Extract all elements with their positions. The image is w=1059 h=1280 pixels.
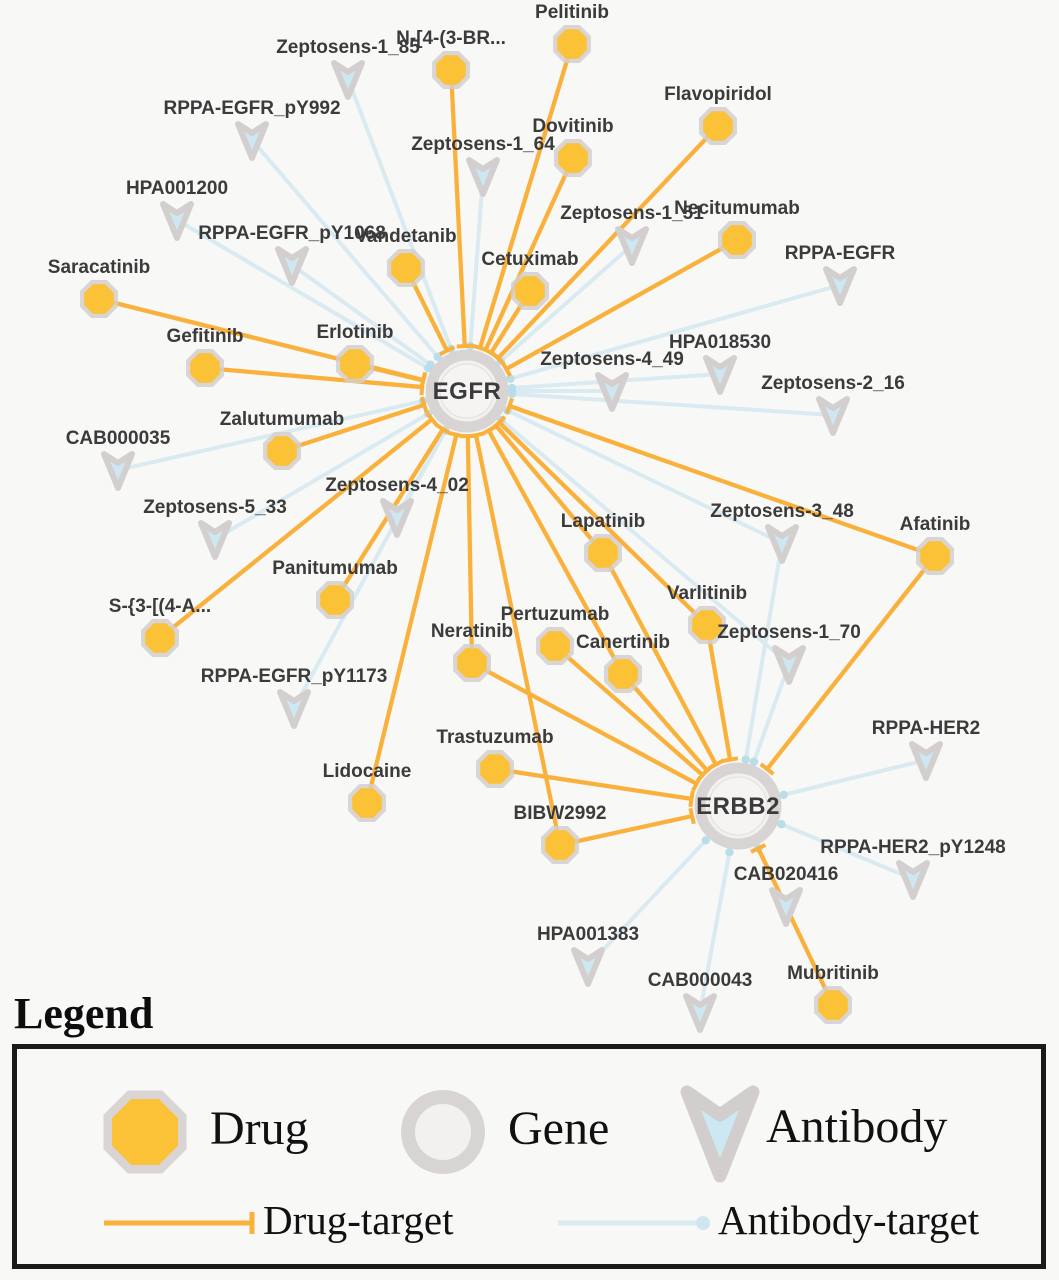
edge-rppa-her2-erbb2 [784,760,926,795]
node-label-saracatinib: Saracatinib [47,257,151,278]
antibody-target-edge-icon [554,1210,716,1236]
node-label-necitumumab: Necitumumab [674,198,800,219]
node-label-rppa-egfr: RPPA-EGFR [784,243,896,264]
edge-n4-3br-egfr [451,70,465,346]
node-panitumumab[interactable] [316,581,354,619]
node-label-pertuzumab: Pertuzumab [500,604,610,625]
node-label-panitumumab: Panitumumab [272,558,398,579]
edge-zeptosens-2-16-egfr [512,394,833,415]
drug-target-edge-icon [100,1210,265,1236]
drug-shape [818,990,848,1020]
node-zeptosens-3-48[interactable] [768,527,796,561]
node-afatinib[interactable] [916,537,954,575]
node-zeptosens-1-51[interactable] [618,229,646,263]
node-cetuximab[interactable] [511,272,549,310]
edge-trastuzumab-erbb2 [495,769,692,799]
node-label-zeptosens-2-16: Zeptosens-2_16 [761,373,905,394]
node-label-rppa-egfr-py992: RPPA-EGFR_pY992 [163,98,341,119]
drug-shape [145,623,175,653]
antibody-shape [706,358,734,392]
drug-shape [340,349,370,379]
node-label-canertinib: Canertinib [576,632,670,653]
node-label-hpa018530: HPA018530 [668,332,772,353]
legend-antibody-label: Antibody [766,1100,948,1153]
node-rppa-egfr[interactable] [826,269,854,303]
node-erbb2[interactable] [696,768,780,844]
antibody-shape [469,160,497,194]
node-label-lapatinib: Lapatinib [560,511,646,532]
node-label-afatinib: Afatinib [899,514,971,535]
edge-hpa001383-erbb2 [588,840,706,966]
node-label-zeptosens-4-02: Zeptosens-4_02 [325,475,469,496]
node-zeptosens-1-64[interactable] [469,160,497,194]
node-zeptosens-5-33[interactable] [201,523,229,557]
node-mubritinib[interactable] [814,986,852,1024]
node-necitumumab[interactable] [718,221,756,259]
node-label-mubritinib: Mubritinib [787,963,879,984]
edge-lapatinib-egfr [496,425,603,553]
node-cab000035[interactable] [104,454,132,488]
node-label-zalutumumab: Zalutumumab [219,409,345,430]
antibody-shape [775,648,803,682]
node-vandetanib[interactable] [387,249,425,287]
drug-shape [457,648,487,678]
node-label-zeptosens-4-49: Zeptosens-4_49 [540,349,684,370]
drug-shape [545,830,575,860]
drug-shape [352,788,382,818]
edge-varlitinib-erbb2 [707,625,730,760]
drug-shape [515,276,545,306]
antibody-shape [899,863,927,897]
node-cab020416[interactable] [772,890,800,924]
drug-shape [558,143,588,173]
node-label-zeptosens-1-70: Zeptosens-1_70 [717,622,861,643]
legend-gene-label: Gene [508,1102,610,1155]
node-label-zeptosens-1-64: Zeptosens-1_64 [411,134,555,155]
node-erlotinib[interactable] [336,345,374,383]
node-pelitinib[interactable] [553,25,591,63]
node-label-zeptosens-3-48: Zeptosens-3_48 [710,501,854,522]
antibody-shape [768,527,796,561]
antibody-shape [163,204,191,238]
node-zeptosens-4-02[interactable] [383,501,411,535]
node-s3-4a[interactable] [141,619,179,657]
node-label-s3-4a: S-{3-[(4-A... [108,596,212,617]
node-gefitinib[interactable] [186,349,224,387]
drug-shape [267,436,297,466]
node-rppa-egfr-py1068[interactable] [278,249,306,283]
antibody-shape [826,269,854,303]
node-rppa-her2-py1248[interactable] [899,863,927,897]
node-label-rppa-her2-py1248: RPPA-HER2_pY1248 [820,837,1006,858]
node-zeptosens-1-70[interactable] [775,648,803,682]
drug-shape [920,541,950,571]
drug-shape [320,585,350,615]
node-n4-3br[interactable] [432,51,470,89]
node-label-hpa001383: HPA001383 [536,924,640,945]
antibody-shape [772,890,800,924]
node-label-trastuzumab: Trastuzumab [436,727,554,748]
node-label-cetuximab: Cetuximab [481,249,579,270]
node-label-rppa-egfr-py1068: RPPA-EGFR_pY1068 [198,223,386,244]
edge-zeptosens-1-85-egfr [348,79,451,349]
node-label-rppa-egfr-py1173: RPPA-EGFR_pY1173 [200,666,388,687]
node-dovitinib[interactable] [554,139,592,177]
drug-node-icon [98,1085,192,1179]
antibody-shape [280,692,308,726]
node-pertuzumab[interactable] [536,627,574,665]
legend-title: Legend [14,989,154,1038]
legend-drug-target-label: Drug-target [263,1197,454,1243]
node-label-gefitinib: Gefitinib [166,326,244,347]
antibody-shape [912,744,940,778]
node-canertinib[interactable] [604,655,642,693]
drug-shape [608,659,638,689]
antibody-shape [334,63,362,97]
node-bibw2992[interactable] [541,826,579,864]
node-label-n4-3br: N-[4-(3-BR... [396,28,506,49]
node-zalutumumab[interactable] [263,432,301,470]
antibody-shape [104,454,132,488]
node-label-flavopiridol: Flavopiridol [664,84,772,105]
antibody-node-icon [676,1082,764,1186]
drug-shape [557,29,587,59]
node-flavopiridol[interactable] [699,107,737,145]
gene-node-icon [398,1087,488,1177]
node-rppa-her2[interactable] [912,744,940,778]
node-hpa018530[interactable] [706,358,734,392]
antibody-shape [201,523,229,557]
node-label-neratinib: Neratinib [430,621,514,642]
node-label-rppa-her2: RPPA-HER2 [871,718,981,739]
node-label-vandetanib: Vandetanib [355,226,457,247]
node-zeptosens-1-85[interactable] [334,63,362,97]
node-saracatinib[interactable] [80,280,118,318]
drug-shape [722,225,752,255]
antibody-shape [383,501,411,535]
node-label-cab020416: CAB020416 [733,864,839,885]
drug-shape [480,754,510,784]
drug-shape [391,253,421,283]
drug-shape [190,353,220,383]
node-lapatinib[interactable] [584,534,622,572]
antibody-shape [819,399,847,433]
node-label-hpa001200: HPA001200 [125,178,229,199]
antibody-shape [278,249,306,283]
antibody-shape [618,229,646,263]
node-trastuzumab[interactable] [476,750,514,788]
node-label-zeptosens-1-85: Zeptosens-1_85 [276,37,420,58]
antibody-shape [574,950,602,984]
legend-drug-label: Drug [210,1102,309,1155]
node-rppa-egfr-py1173[interactable] [280,692,308,726]
gene-label-erbb2: ERBB2 [696,793,780,820]
gene-label-egfr: EGFR [432,378,502,405]
node-label-varlitinib: Varlitinib [666,583,748,604]
edge-flavopiridol-egfr [498,126,718,358]
drug-shape [588,538,618,568]
node-label-zeptosens-5-33: Zeptosens-5_33 [143,497,287,518]
legend-antibody-target-label: Antibody-target [718,1197,980,1243]
node-label-zeptosens-1-51: Zeptosens-1_51 [560,203,704,224]
node-lidocaine[interactable] [348,784,386,822]
node-label-bibw2992: BIBW2992 [513,803,607,824]
node-label-pelitinib: Pelitinib [535,2,609,23]
node-hpa001200[interactable] [163,204,191,238]
node-label-erlotinib: Erlotinib [316,322,394,343]
node-label-dovitinib: Dovitinib [532,116,614,137]
drug-shape [84,284,114,314]
drug-shape [436,55,466,85]
node-zeptosens-2-16[interactable] [819,399,847,433]
drug-shape [703,111,733,141]
node-hpa001383[interactable] [574,950,602,984]
node-label-cab000035: CAB000035 [65,428,171,449]
node-egfr[interactable] [431,355,503,427]
drug-shape [540,631,570,661]
node-neratinib[interactable] [453,644,491,682]
node-label-lidocaine: Lidocaine [322,761,412,782]
node-label-cab000043: CAB000043 [647,970,753,991]
